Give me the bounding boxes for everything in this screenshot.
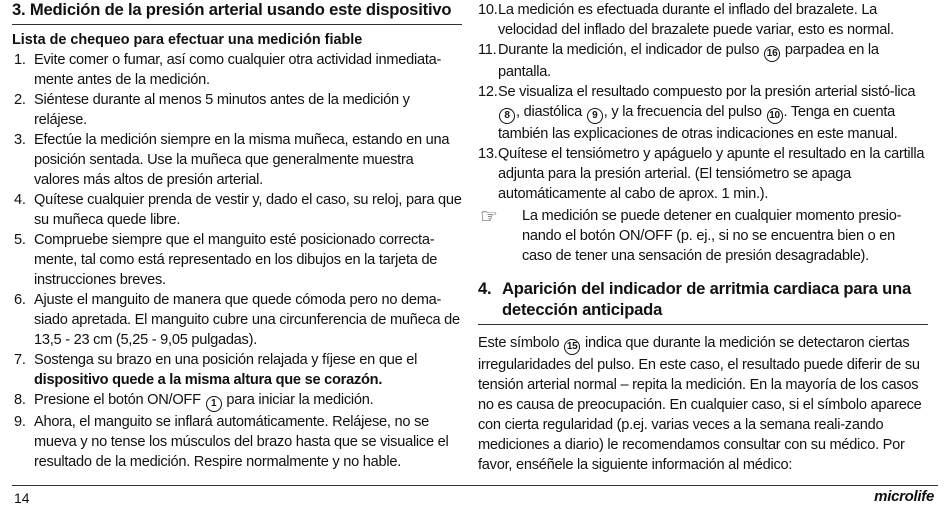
display-ref-circle: 16: [764, 46, 780, 62]
list-item-text: Sostenga su brazo en una posición relajada y fíjese en que el: [34, 352, 418, 368]
list-item: 11. Durante la medición, el indicador de pulso 16 parpadea en la pantalla.: [478, 42, 879, 80]
list-item-text: , y la frecuencia del pulso: [603, 104, 762, 120]
list-item: 4. Quítese cualquier prenda de vestir y, dado el caso, su reloj, para que su muñeca quede libre.: [14, 192, 462, 228]
list-item-text: La medición es efectuada durante el inflado del brazalete. La velocidad del inflado del brazalete puede variar, esto es normal.: [498, 2, 894, 38]
list-item-text: Ajuste el manguito de manera que quede cómoda pero no dema-siado apretada. El manguito cubre una circunferencia de muñeca de 13,5 - 23 cm (5,25 - 9,05 pulgadas).: [34, 292, 460, 348]
list-item-text: para iniciar la medición.: [226, 392, 374, 408]
page-number: 14: [14, 490, 30, 506]
list-item: 3. Efectúe la medición siempre en la misma muñeca, estando en una posición sentada. Use la muñeca que generalmente muestra valores más altos de presión arterial.: [14, 132, 450, 188]
list-item: 10. La medición es efectuada durante el inflado del brazalete. La velocidad del inflado del brazalete puede variar, esto es normal.: [478, 2, 894, 38]
list-item: 5. Compruebe siempre que el manguito esté posicionado correcta-mente, tal como está representado en los dibujos en la tarjeta de instrucciones breves.: [14, 232, 438, 288]
list-item-text: Ahora, el manguito se inflará automáticamente. Relájese, no se mueva y no tense los músculos del brazo hasta que se visualice el resultado de la medición. Respire normalmente y no hable.: [34, 414, 449, 470]
list-item-text: Quítese cualquier prenda de vestir y, dado el caso, su reloj, para que su muñeca quede libre.: [34, 192, 462, 228]
checklist-title: Lista de chequeo para efectuar una medición fiable: [12, 32, 363, 48]
list-item: 2. Siéntese durante al menos 5 minutos antes de la medición y relájese.: [14, 92, 410, 128]
note-block: [478, 206, 928, 266]
list-item-text: Se visualiza el resultado compuesto por la presión arterial sistó-lica: [498, 84, 916, 100]
list-item-text: Efectúe la medición siempre en la misma muñeca, estando en una posición sentada. Use la muñeca que generalmente muestra valores más altos de presión arterial.: [34, 132, 450, 188]
list-item-text: . Tenga en cuenta también las explicaciones de otras indicaciones en este manual.: [498, 104, 898, 142]
pointing-hand-icon: ☞: [480, 206, 498, 228]
list-item-text: Quítese el tensiómetro y apáguelo y apunte el resultado en la cartilla adjunta para la presión arterial. (El tensiómetro se apaga automáticamente al cabo de aprox. 1 min.).: [498, 146, 925, 202]
list-item: 6. Ajuste el manguito de manera que quede cómoda pero no dema-siado apretada. El manguito cubre una circunferencia de muñeca de 13,5 - 23 cm (5,25 - 9,05 pulgadas).: [14, 292, 460, 348]
right-column: [478, 0, 928, 475]
list-item: 9. Ahora, el manguito se inflará automáticamente. Relájese, no se mueva y no tense los músculos del brazo hasta que se visualice el resultado de la medición. Respire normalmente y no hable.: [14, 414, 449, 470]
list-item-bold-text: dispositivo quede a la misma altura que se corazón.: [34, 372, 383, 388]
list-item-text: Durante la medición, el indicador de pulso: [498, 42, 760, 58]
display-ref-circle: 8: [499, 108, 515, 124]
section-heading: 4. Aparición del indicador de arritmia cardiaca para una detección anticipada: [478, 278, 928, 325]
left-column: [12, 0, 462, 472]
brand-logo: microlife: [874, 488, 934, 505]
list-item-text: parpadea en la pantalla.: [498, 42, 879, 80]
paragraph: Este símbolo 15 indica que durante la medición se detectaron ciertas irregularidades del pulso. En este caso, el resultado puede diferir de su tensión arterial normal – repita la medición. En la mayoría de los casos no es causa de preocupación. En cualquier caso, si el símbolo aparece con cierta regularidad (p.ej. varias veces a la semana reali-zando mediciones a diario) le recomendamos consultar con su médico. Por favor, enséñele la siguiente información al médico:: [478, 335, 922, 473]
list-item-text: Presione el botón ON/OFF: [34, 392, 201, 408]
display-ref-circle: 15: [564, 339, 580, 355]
list-item: 7. Sostenga su brazo en una posición relajada y fíjese en que el dispositivo quede a la misma altura que se corazón.: [14, 352, 418, 388]
list-item-text: , diastólica: [516, 104, 582, 120]
list-item-text: Evite comer o fumar, así como cualquier otra actividad inmediata-mente antes de la medición.: [34, 52, 442, 88]
list-item: 12. Se visualiza el resultado compuesto por la presión arterial sistó-lica 8 , diastólica 9 , y la frecuencia del pulso 10 . Tenga en cuenta también las explicaciones de otras indicaciones en este manual.: [478, 84, 916, 142]
list-item: 1. Evite comer o fumar, así como cualquier otra actividad inmediata-mente antes de la medición.: [14, 52, 442, 88]
list-item-text: Siéntese durante al menos 5 minutos antes de la medición y relájese.: [34, 92, 410, 128]
footer-divider: [12, 485, 938, 486]
section-heading-text: Aparición del indicador de arritmia cardiaca para una detección anticipada: [502, 279, 911, 319]
note-text: La medición se puede detener en cualquier momento presio-nando el botón ON/OFF (p. ej., si no se encuentra bien o en caso de tener una sensación de presión desagradable).: [522, 208, 902, 264]
list-item: 8. Presione el botón ON/OFF 1 para iniciar la medición.: [12, 390, 462, 412]
display-ref-circle: 9: [587, 108, 603, 124]
list-item: 13. Quítese el tensiómetro y apáguelo y apunte el resultado en la cartilla adjunta para la presión arterial. (El tensiómetro se apaga automáticamente al cabo de aprox. 1 min.).: [478, 146, 925, 202]
section-title: 3. Medición de la presión arterial usando este dispositivo: [12, 0, 462, 25]
display-ref-circle: 1: [206, 396, 222, 412]
list-item-text: Compruebe siempre que el manguito esté posicionado correcta-mente, tal como está representado en los dibujos en la tarjeta de instrucciones breves.: [34, 232, 438, 288]
display-ref-circle: 10: [767, 108, 783, 124]
